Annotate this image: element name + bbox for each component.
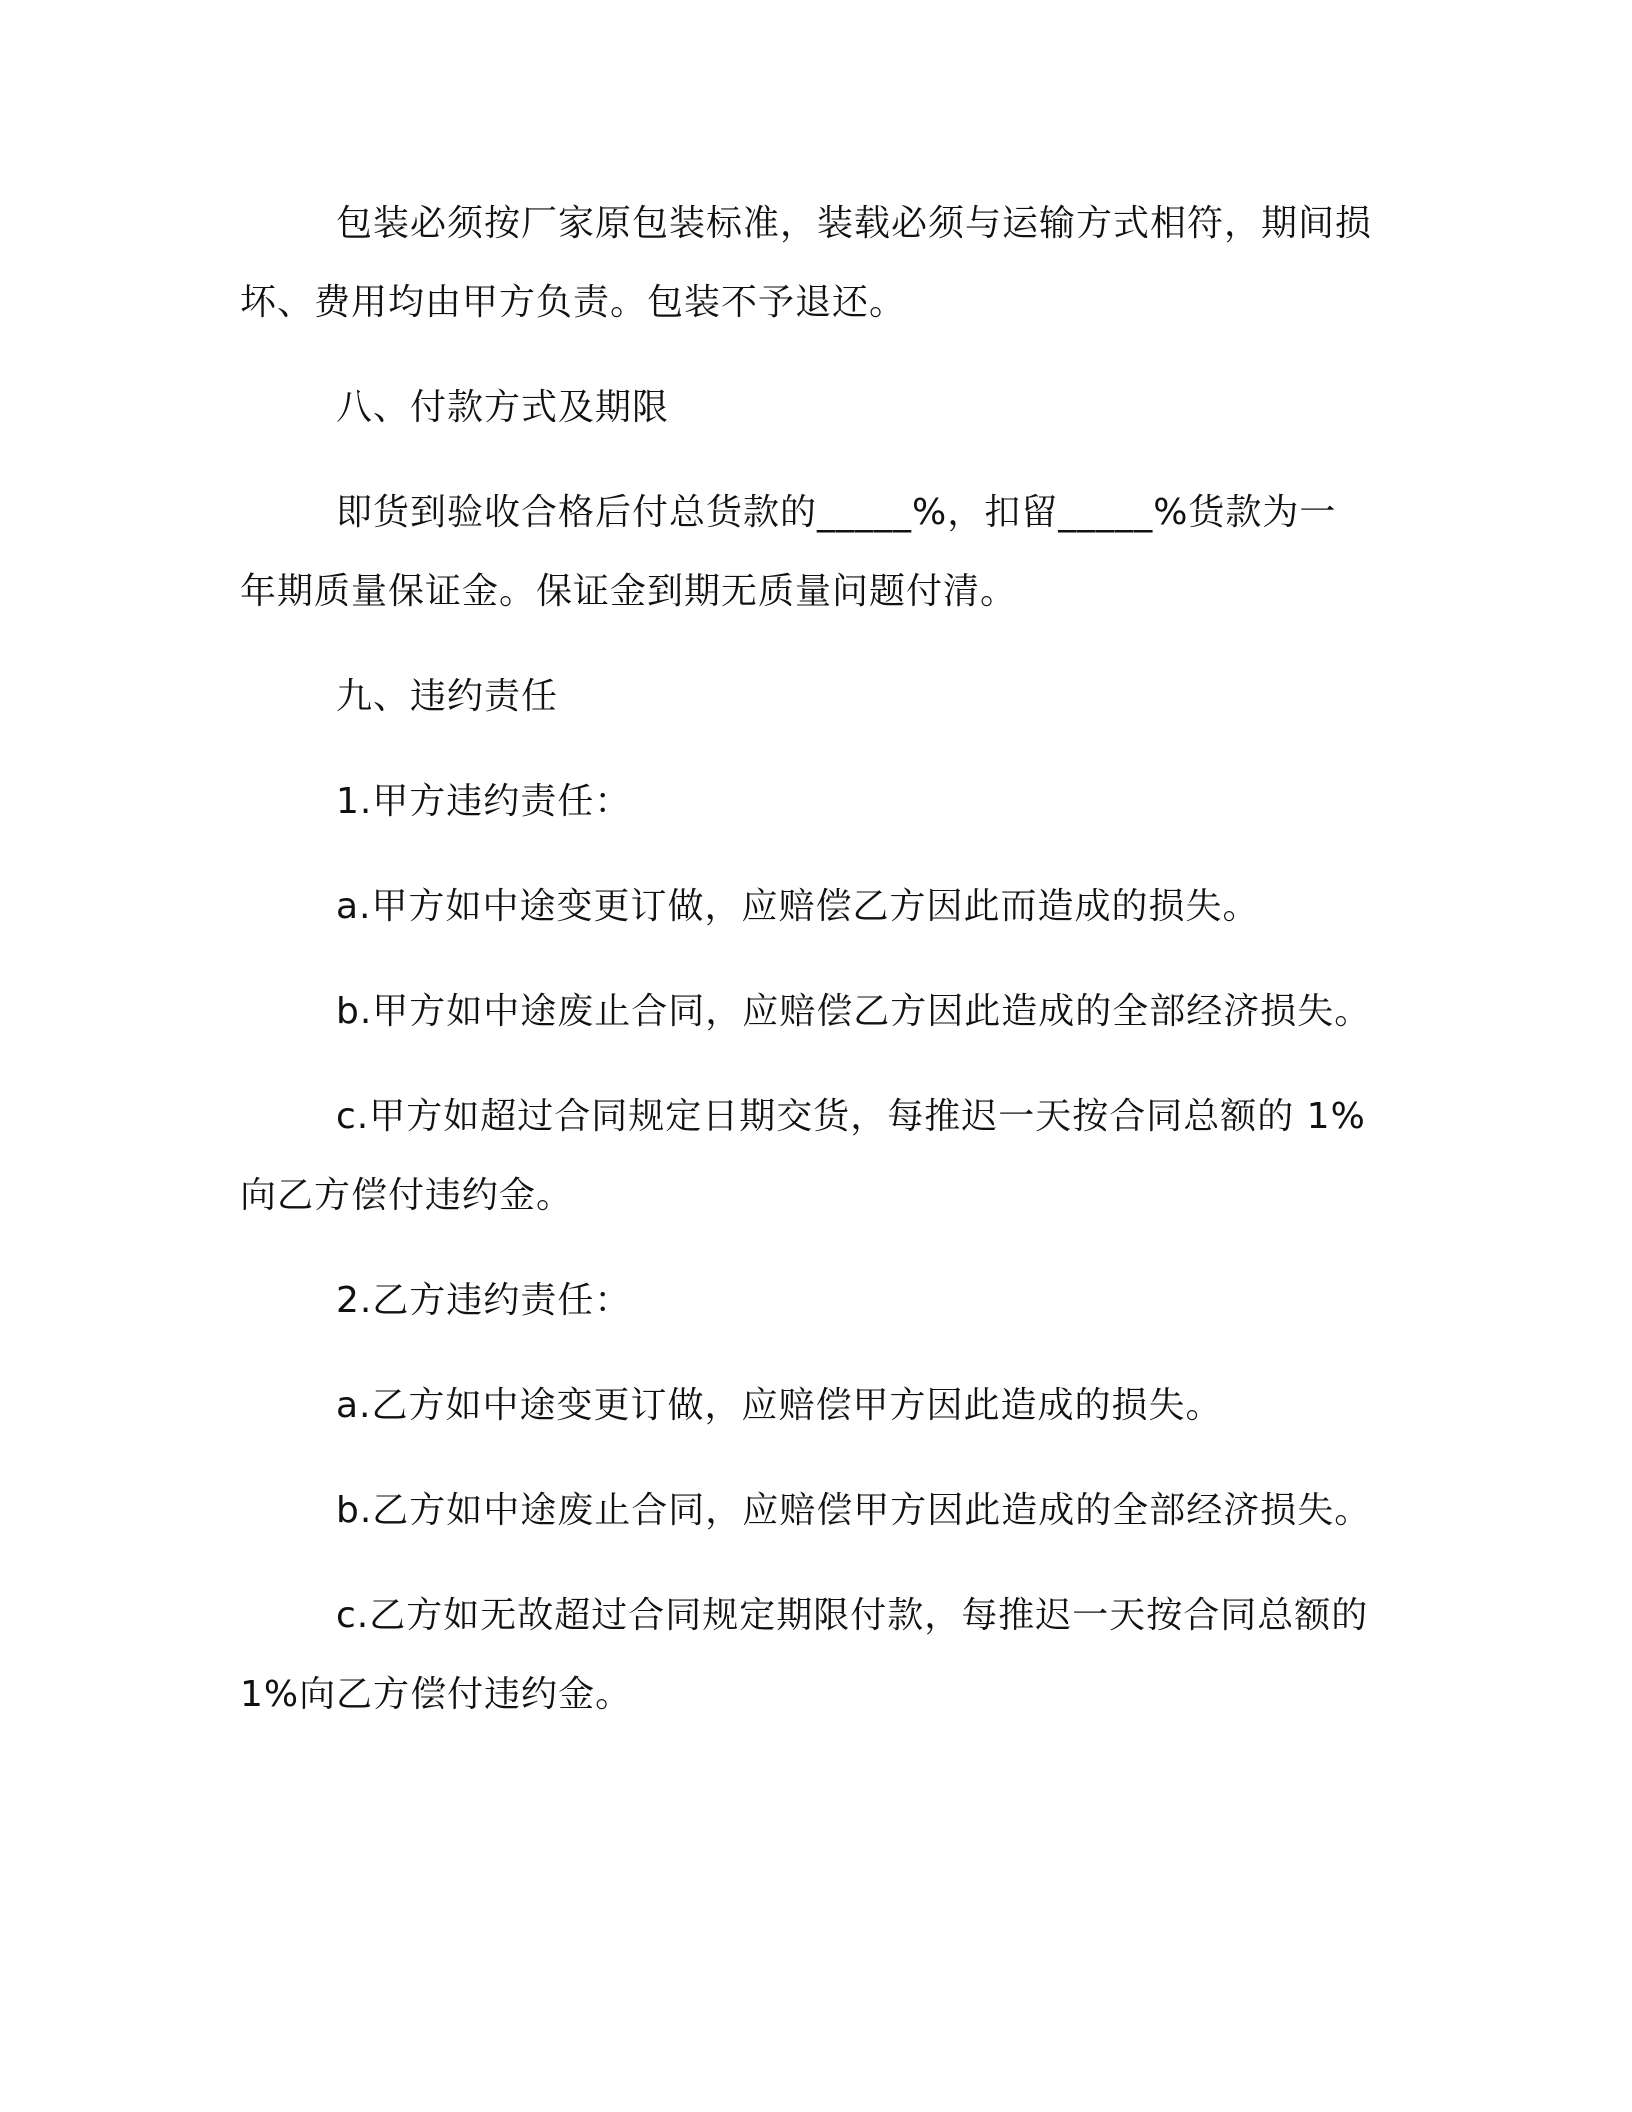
- party-b-liability-heading: 2.乙方违约责任：: [336, 1280, 632, 1321]
- party-a-clause-a: a.甲方如中途变更订做，应赔偿乙方因此而造成的损失。: [336, 886, 1260, 927]
- party-b-clause-b: b.乙方如中途废止合同，应赔偿甲方因此造成的全部经济损失。: [336, 1490, 1372, 1531]
- section-heading-payment: 八、付款方式及期限: [336, 387, 670, 428]
- party-a-clause-c: c.甲方如超过合同规定日期交货，每推迟一天按合同总额的 1%向乙方偿付违约金。: [240, 1096, 1366, 1216]
- party-a-clause-b: b.甲方如中途废止合同，应赔偿乙方因此造成的全部经济损失。: [336, 991, 1372, 1032]
- party-b-clause-c: c.乙方如无故超过合同规定期限付款，每推迟一天按合同总额的1%向乙方偿付违约金。: [240, 1595, 1369, 1715]
- party-a-liability-heading: 1.甲方违约责任：: [336, 781, 632, 822]
- packaging-clause: 包装必须按厂家原包装标准，装载必须与运输方式相符，期间损坏、费用均由甲方负责。包装不予退还。: [240, 203, 1373, 323]
- payment-clause: 即货到验收合格后付总货款的_____%，扣留_____%货款为一年期质量保证金。保证金到期无质量问题付清。: [240, 492, 1337, 612]
- document-page: [240, 184, 1372, 1760]
- section-heading-liability: 九、违约责任: [336, 676, 559, 717]
- party-b-clause-a: a.乙方如中途变更订做，应赔偿甲方因此造成的损失。: [336, 1385, 1223, 1426]
